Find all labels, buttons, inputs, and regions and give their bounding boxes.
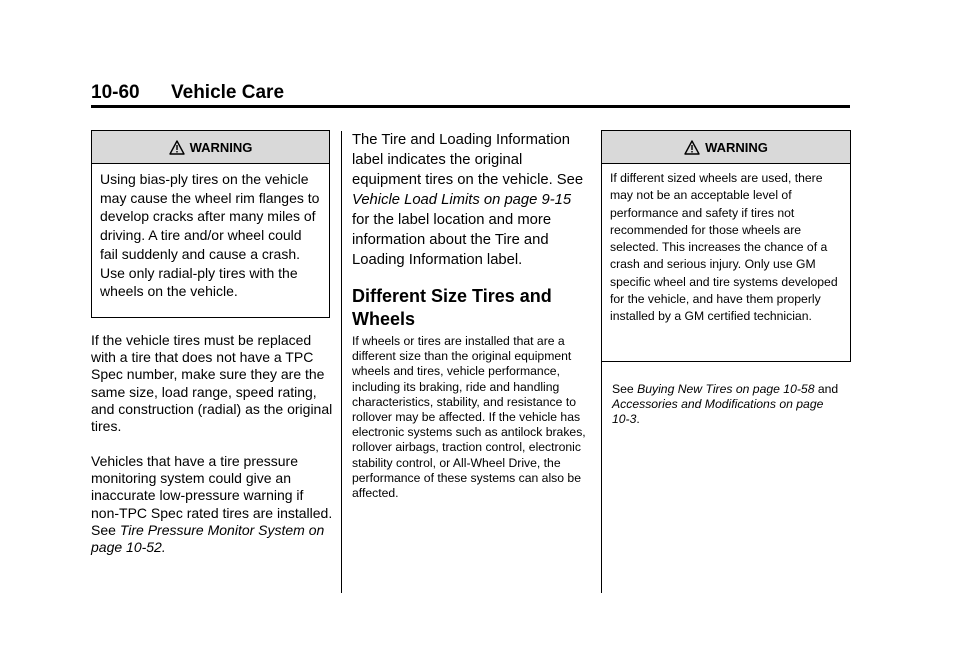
column-divider: [601, 362, 602, 593]
warning-title: WARNING: [189, 140, 253, 155]
tpms-paragraph: [91, 453, 335, 556]
warning-box-bias-ply: [91, 130, 330, 318]
period: .: [636, 412, 640, 426]
buying-new-tires-link[interactable]: Buying New Tires on page 10-58: [637, 382, 815, 396]
and-word: and: [814, 382, 839, 396]
warning-text: If different sized wheels are used, there may not be an acceptable level of performance and safety if tires not recommended for those wheels are selected. This increases the chance of a crash and serious injury. Only use GM specific wheel and tire systems developed for the vehicle, and have them properly installed by a GM certified technician.: [610, 171, 838, 324]
column-divider: [341, 131, 342, 593]
warning-header: [602, 131, 850, 164]
see-word: See: [612, 382, 638, 396]
tpms-link[interactable]: Tire Pressure Monitor System on page 10-52.: [91, 521, 325, 556]
see-also-paragraph: [612, 382, 842, 427]
section-title: Vehicle Care: [171, 82, 285, 103]
vehicle-load-limits-link[interactable]: Vehicle Load Limits on page 9-15: [352, 192, 572, 208]
warning-triangle-icon: [169, 134, 185, 168]
header-rule: [91, 105, 850, 108]
warning-triangle-icon: [684, 134, 700, 168]
tire-loading-paragraph: [352, 130, 592, 270]
tire-loading-text-after: for the label location and more information about the Tire and Loading Information label.: [352, 212, 552, 268]
tire-loading-text-before: The Tire and Loading Information label indicates the original equipment tires on the vehicle. See: [352, 132, 584, 188]
tpms-text: Vehicles that have a tire pressure monitoring system could give an inaccurate low-pressure warning if non-TPC Spec rated tires are installed. See: [91, 453, 333, 538]
different-size-paragraph: If wheels or tires are installed that are a different size than the original equipment wheels and tires, vehicle performance, including its braking, ride and handling characteristics, stability, and resistance to rollover may be affected. If the vehicle has electronic systems such as antilock brakes, rollover airbags, traction control, electronic stability control, or All-Wheel Drive, the performance of these systems can also be affected.: [352, 334, 586, 501]
warning-text: Using bias-ply tires on the vehicle may cause the wheel rim flanges to develop cracks after many miles of driving. A tire and/or wheel could fail suddenly and cause a crash. Use only radial-ply tires with the wheels on the vehicle.: [100, 171, 320, 300]
warning-box-different-size: [601, 130, 851, 362]
accessories-link[interactable]: Accessories and Modifications on page 10-3: [612, 397, 824, 426]
section-heading: Different Size Tires and Wheels: [352, 286, 552, 329]
warning-title: WARNING: [705, 140, 768, 155]
page-number: 10-60: [91, 82, 140, 103]
page-header: [91, 82, 850, 104]
warning-header: [92, 131, 329, 164]
tpc-replacement-paragraph: If the vehicle tires must be replaced with a tire that does not have a TPC Spec number, make sure they are the same size, load range, speed rating, and construction (radial) as the original tires.: [91, 332, 333, 435]
